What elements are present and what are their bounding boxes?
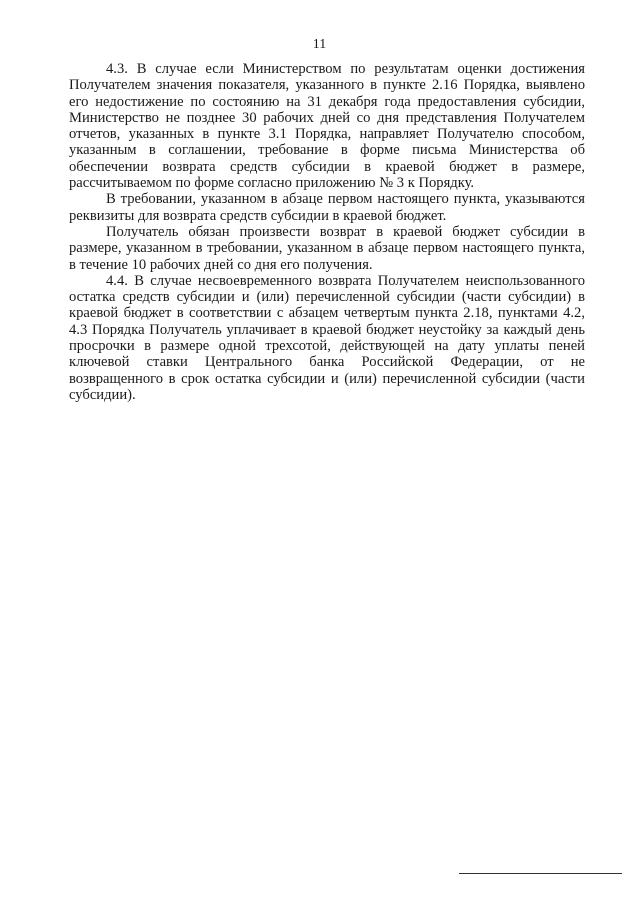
document-body (69, 61, 585, 403)
footer-rule (459, 873, 622, 874)
paragraph-4-4: 4.4. В случае несвоевременного возврата Получателем неиспользованного остатка средств субсидии и (или) перечисленной субсидии (части субсидии) в краевой бюджет в соответствии с абзацем четвертым пункта 2.18, пунктами 4.2, 4.3 Порядка Получатель уплачивает в краевой бюджет неустойку за каждый день просрочки в размере одной трехсотой, действующей на дату уплаты пеней ключевой ставки Центрального банка Российской Федерации, от не возвращенного в срок остатка субсидии и (или) перечисленной субсидии (части субсидии). (69, 272, 585, 403)
paragraph-4-3: 4.3. В случае если Министерством по результатам оценки достижения Получателем значения показателя, указанного в пункте 2.16 Порядка, выявлено его недостижение по состоянию на 31 декабря года предоставления субсидии, Министерство не позднее 30 рабочих дней со дня представления Получателем отчетов, указанных в пункте 3.1 Порядка, направляет Получателю способом, указанным в соглашении, требование в форме письма Министерства об обеспечении возврата средств субсидии в краевой бюджет в размере, рассчитываемом по форме согласно приложению № 3 к Порядку. (69, 61, 585, 192)
page-number: 11 (312, 37, 327, 52)
paragraph-requisites: В требовании, указанном в абзаце первом настоящего пункта, указываются реквизиты для возврата средств субсидии в краевой бюджет. (69, 191, 585, 224)
paragraph-return-obligation: Получатель обязан произвести возврат в краевой бюджет субсидии в размере, указанном в требовании, указанном в абзаце первом настоящего пункта, в течение 10 рабочих дней со дня его получения. (69, 223, 585, 273)
